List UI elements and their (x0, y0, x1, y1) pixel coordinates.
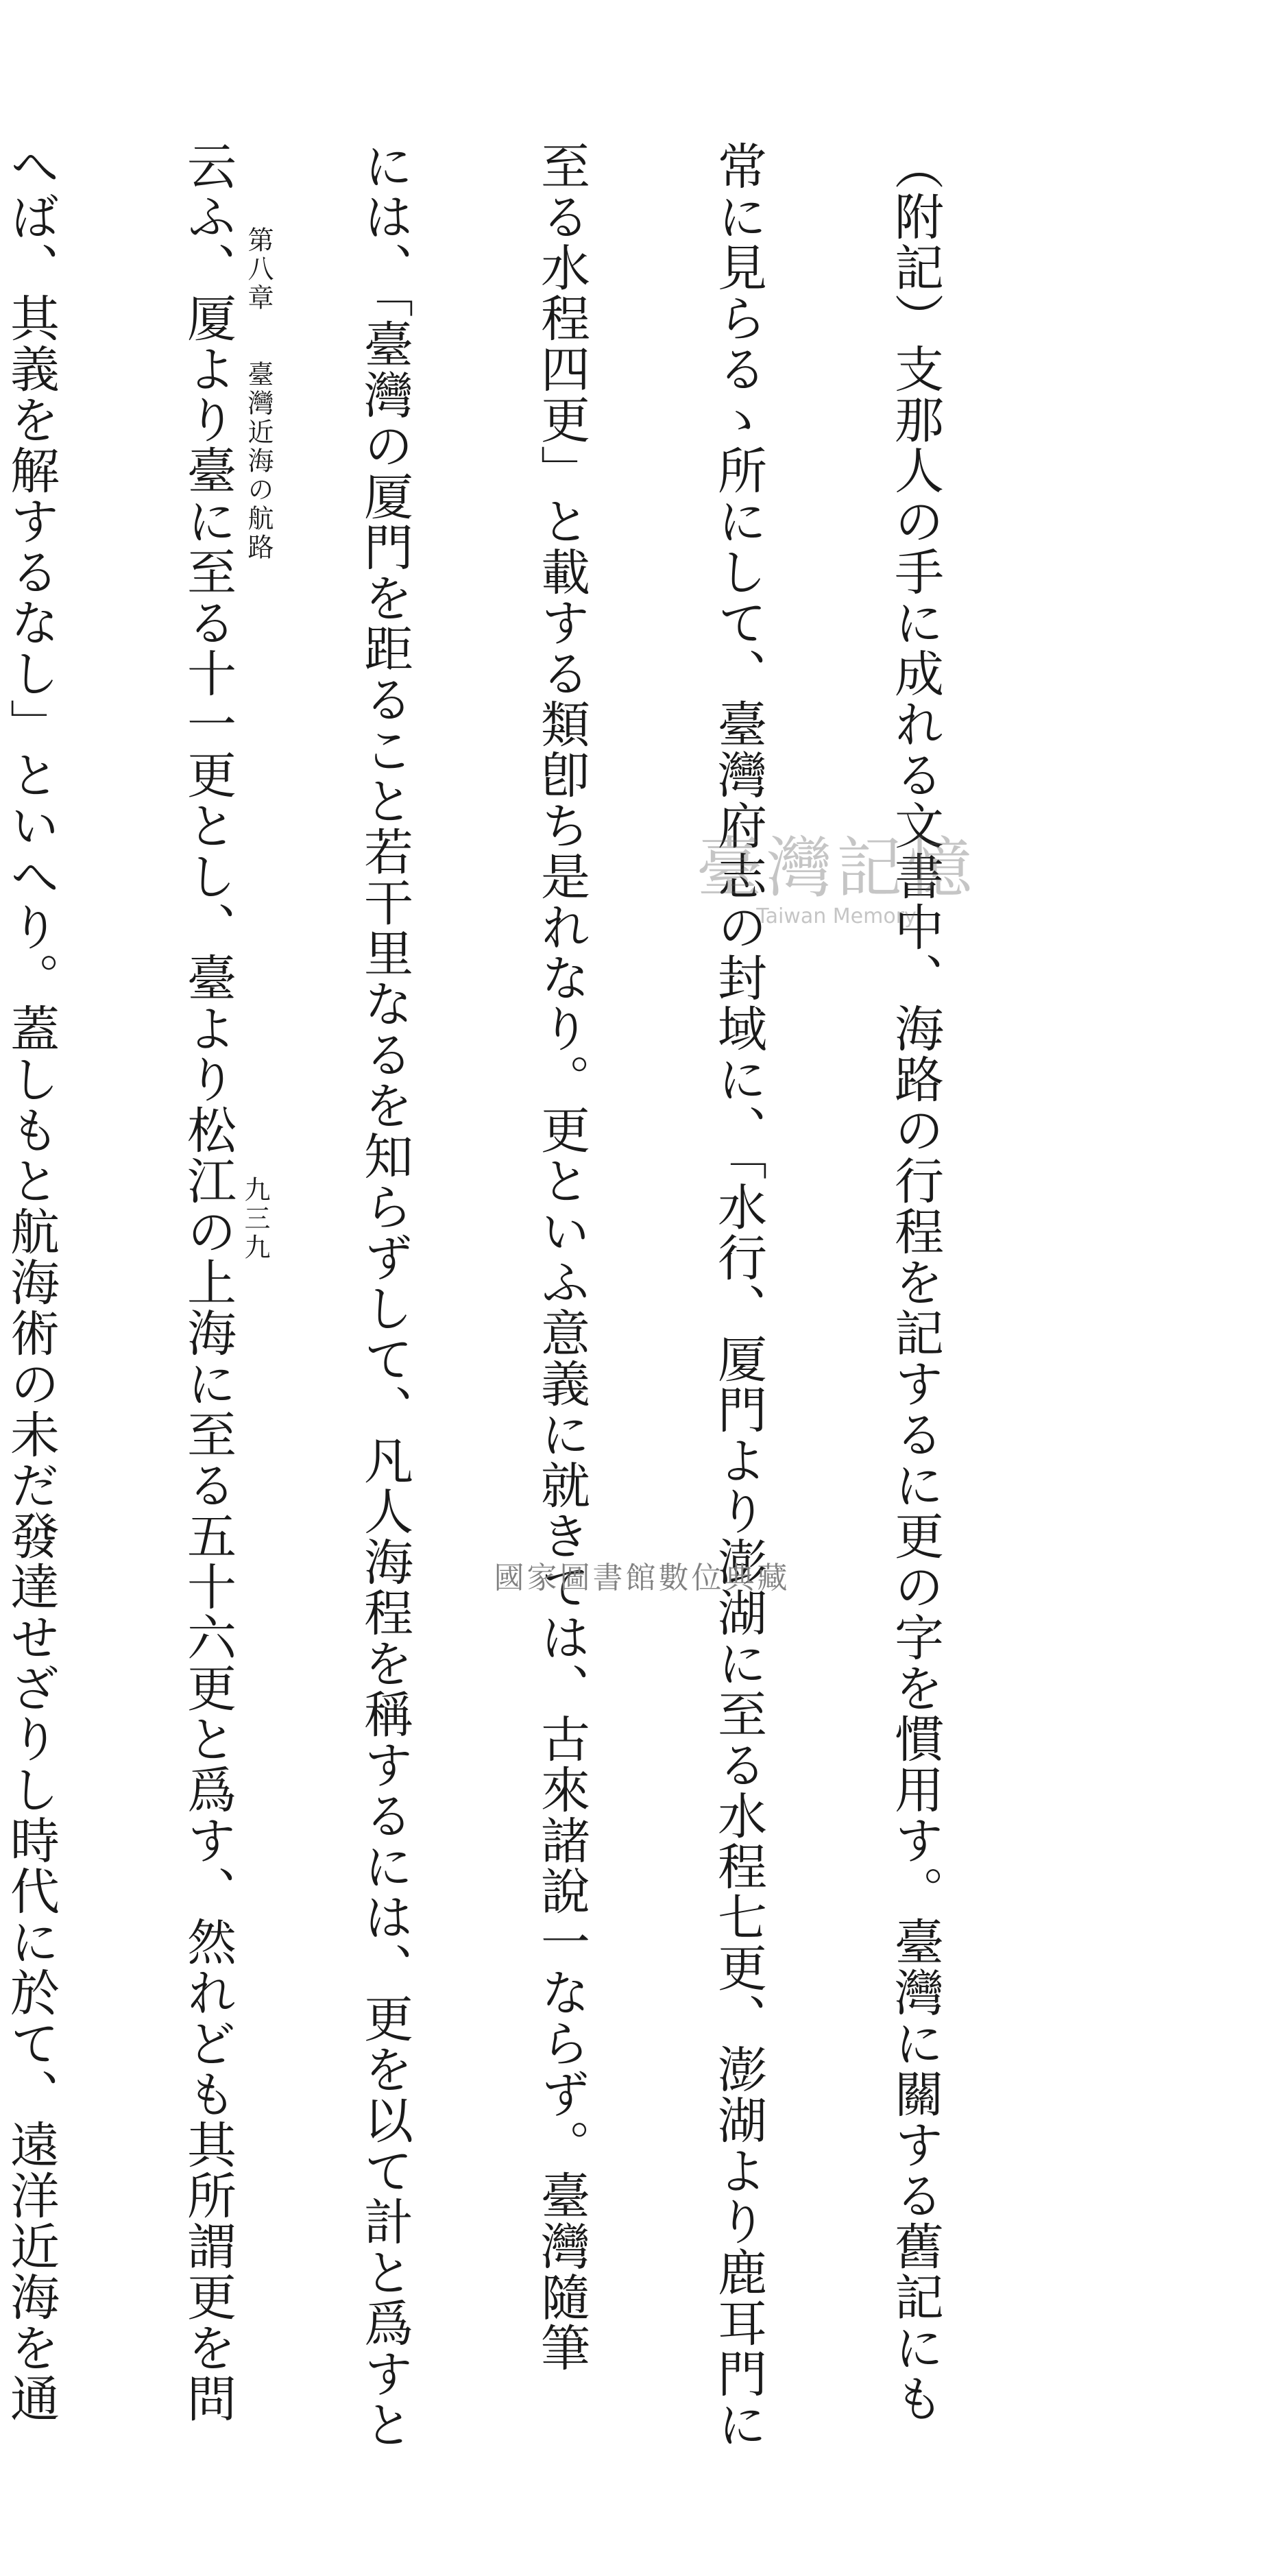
watermark-chinese: 臺灣記憶 (696, 830, 976, 906)
text-column: には、「臺灣の厦門を距ること若干里なるを知らずして、凡人海程を稱するには、更を以て計と爲すと (356, 141, 413, 2450)
chapter-label: 第八章 (243, 226, 274, 313)
text-column: （附記）支那人の手に成れる文書中、海路の行程を記するに更の字を慣用す。臺灣に關する舊記にも (886, 141, 944, 2424)
text-column: へば、其義を解するなし」といへり。蓋しもと航海術の未だ發達せざりし時代に於て、遠洋近海を通 (2, 141, 60, 2424)
text-column: 常に見らるゝ所にして、臺灣府志の封域に、「水行、厦門より澎湖に至る水程七更、澎湖より鹿耳門に (710, 141, 767, 2450)
watermark-logo (672, 816, 1001, 928)
watermark-english: Taiwan Memory (756, 904, 917, 928)
running-head (240, 226, 278, 562)
footer-credit: 國家圖書館數位典藏 (494, 1561, 790, 1596)
text-column: 至る水程四更」と載する類卽ち是れなり。更といふ意義に就きては、古來諸說一ならず。臺灣隨筆 (533, 141, 590, 2373)
chapter-title: 臺灣近海の航路 (243, 361, 274, 562)
page-number: 九三九 (240, 1176, 270, 1262)
text-column: 云ふ、厦より臺に至る十一更とし、臺より松江の上海に至る五十六更と爲す、然れども其所謂更を問 (179, 141, 237, 2424)
